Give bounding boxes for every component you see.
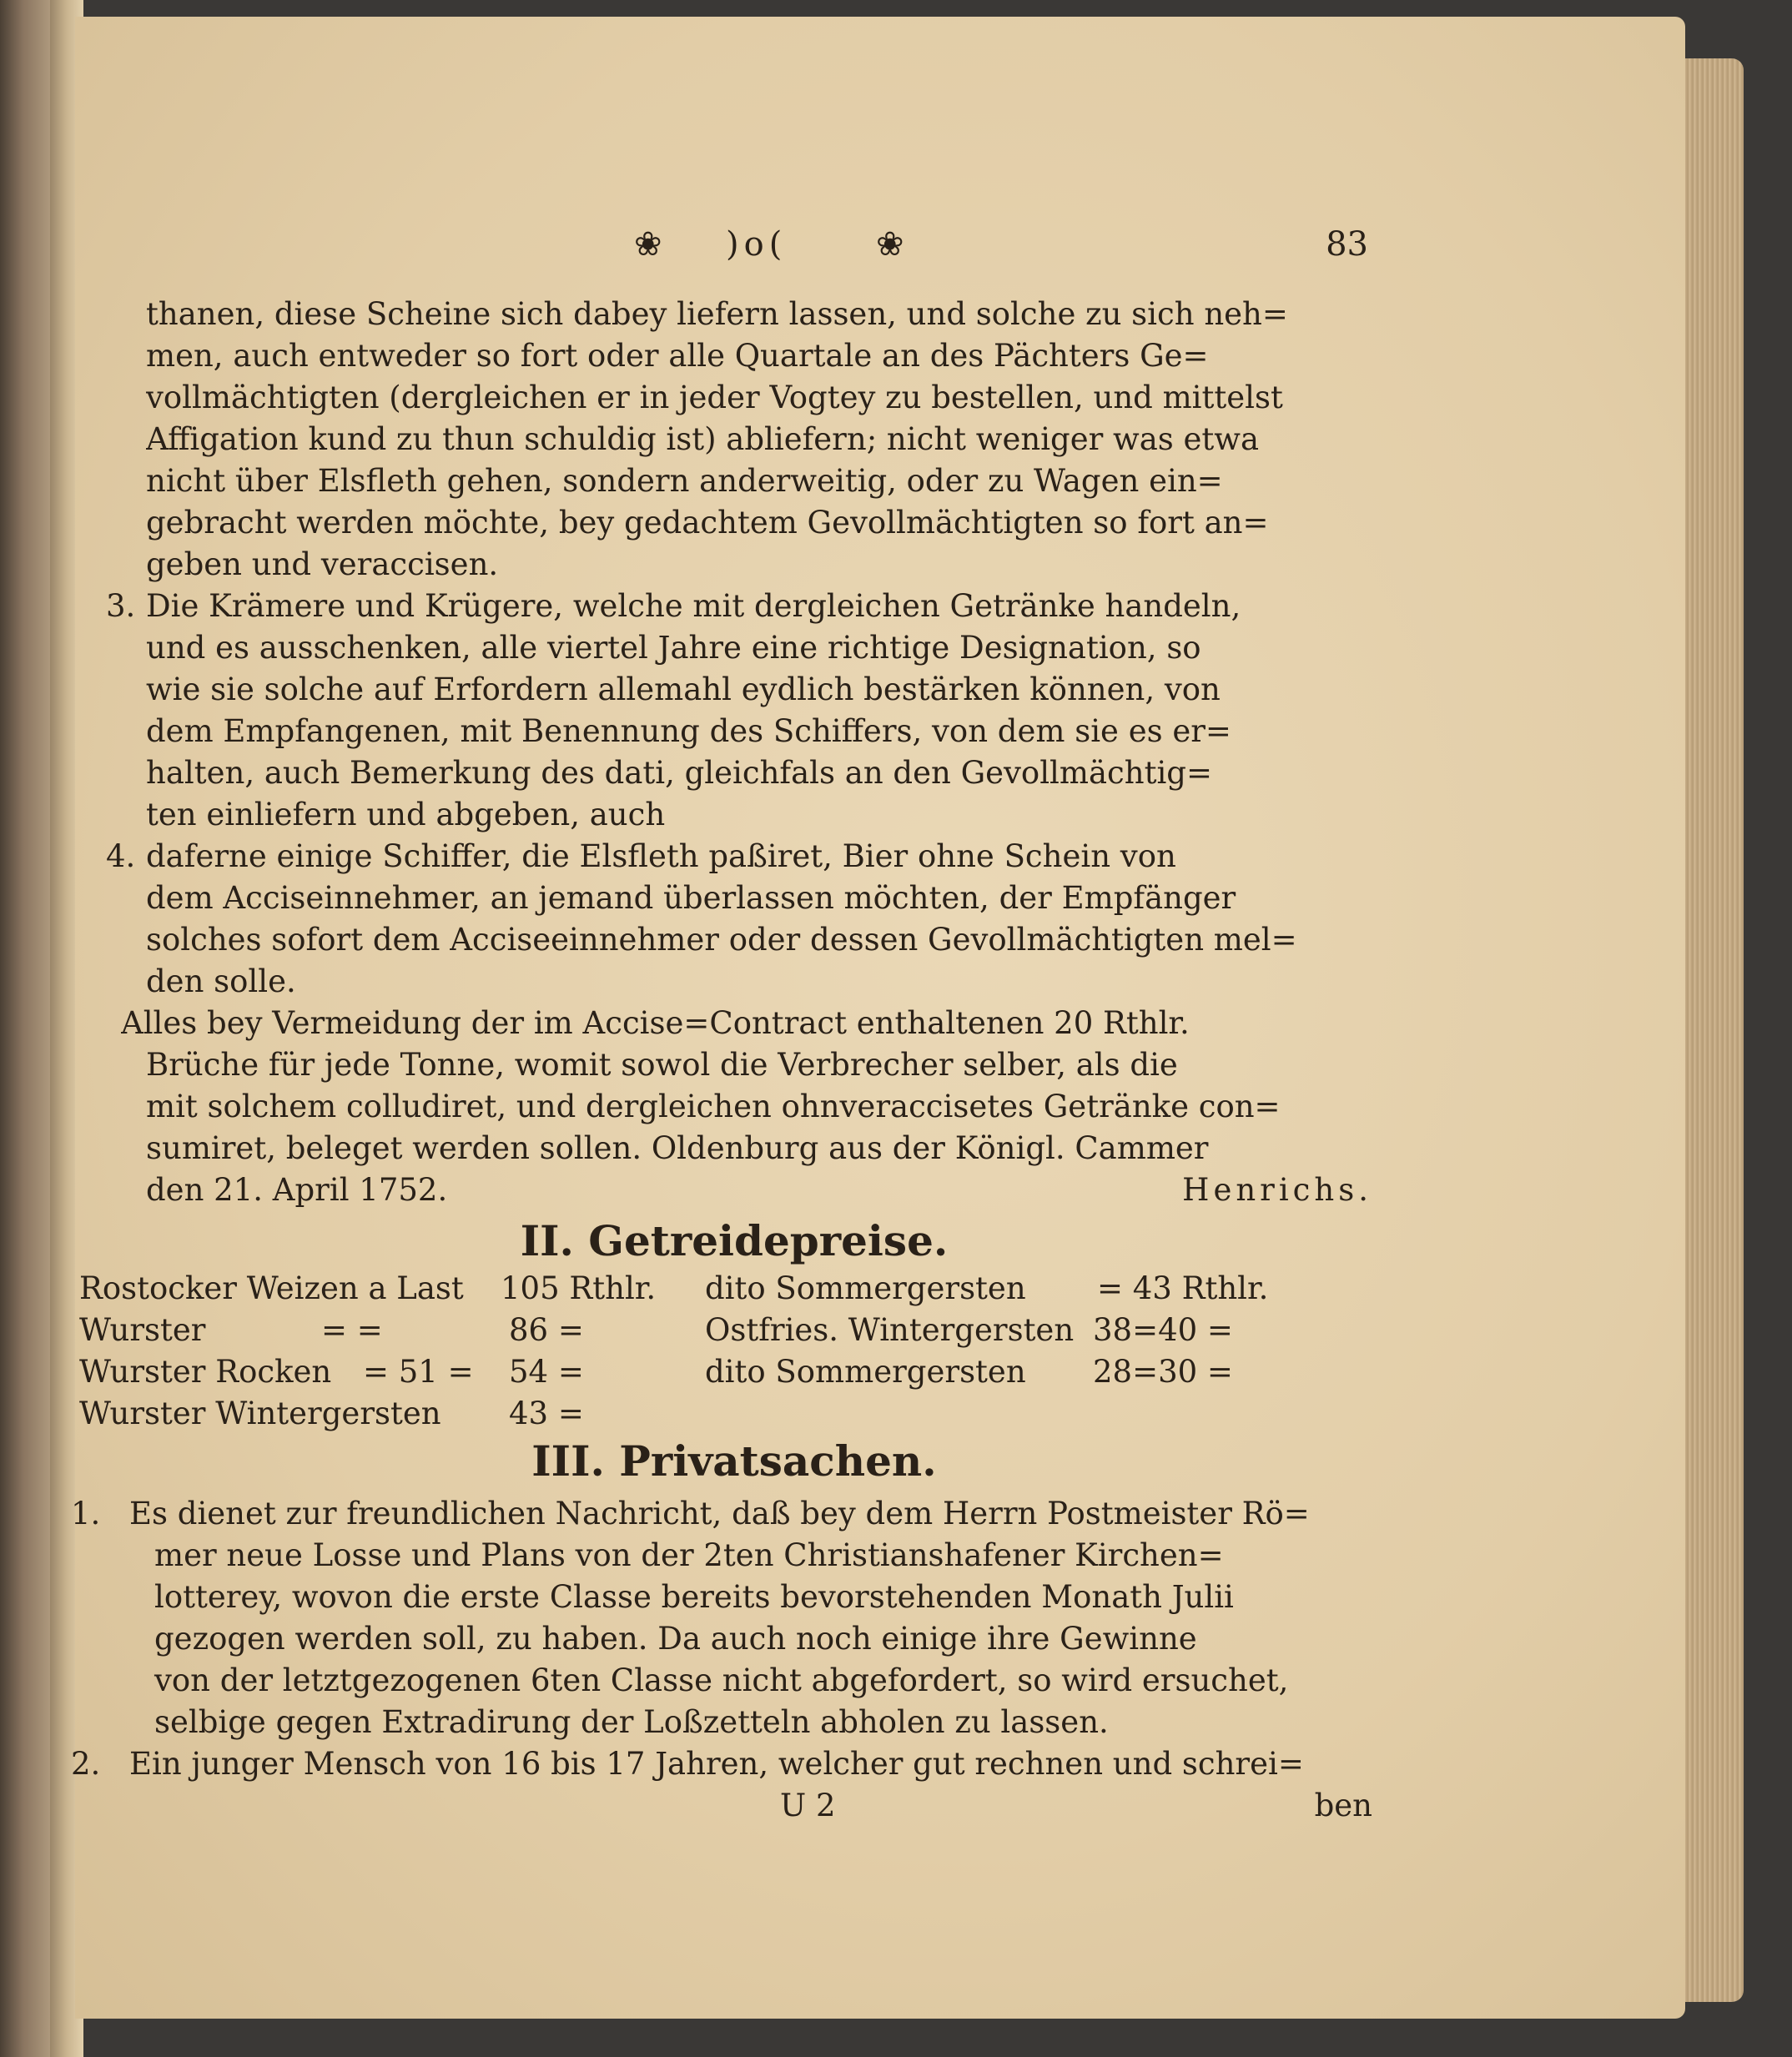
price-value: 54 =: [509, 1354, 584, 1390]
price-row: [79, 1310, 1347, 1351]
price-row: [79, 1268, 1347, 1310]
opening-paragraph: [146, 294, 1372, 586]
text-line: lotterey, wovon die erste Classe bereits bevorstehenden Monath Julii: [154, 1579, 1234, 1615]
page-number: 83: [1326, 225, 1368, 264]
price-value: 43 =: [509, 1396, 584, 1431]
price-label: dito Sommergersten: [705, 1354, 1026, 1390]
text-line: den solle.: [146, 963, 296, 999]
item-number: 4.: [106, 838, 136, 874]
text-line: Die Krämere und Krügere, welche mit dergleichen Getränke handeln,: [146, 588, 1241, 624]
ornament-icon: ❀: [876, 225, 904, 264]
text-line: sumiret, beleget werden sollen. Oldenburg aus der Königl. Cammer: [146, 1130, 1209, 1166]
item-number: 1.: [71, 1496, 101, 1531]
item-3: [106, 586, 1372, 836]
price-label: Rostocker Weizen a Last: [79, 1270, 464, 1306]
text-line: solches sofort dem Acciseeinnehmer oder dessen Gevollmächtigten mel=: [146, 922, 1297, 958]
text-line: Affigation kund zu thun schuldig ist) abliefern; nicht weniger was etwa: [146, 421, 1260, 457]
text-line: Ein junger Mensch von 16 bis 17 Jahren, welcher gut rechnen und schrei=: [129, 1746, 1304, 1782]
text-line: Alles bey Vermeidung der im Accise=Contract enthaltenen 20 Rthlr.: [121, 1005, 1190, 1041]
text-line: daferne einige Schiffer, die Elsfleth paßiret, Bier ohne Schein von: [146, 838, 1176, 874]
text-line: und es ausschenken, alle viertel Jahre eine richtige Designation, so: [146, 630, 1201, 666]
price-value: 28=30 =: [1093, 1354, 1233, 1390]
text-line: men, auch entweder so fort oder alle Quartale an des Pächters Ge=: [146, 338, 1209, 374]
header-center-mark: )o(: [726, 225, 788, 264]
text-line: halten, auch Bemerkung des dati, gleichfals an den Gevollmächtig=: [146, 755, 1212, 791]
text-line: geben und veraccisen.: [146, 546, 499, 582]
text-line: selbige gegen Extradirung der Loßzetteln abholen zu lassen.: [154, 1704, 1109, 1740]
section-heading: II. Getreidepreise.: [520, 1216, 949, 1265]
catchword: ben: [1314, 1788, 1372, 1823]
price-label: Wurster Rocken: [79, 1354, 332, 1390]
price-mid: = =: [321, 1312, 383, 1348]
item-4: [106, 836, 1372, 1003]
text-line: mer neue Losse und Plans von der 2ten Christianshafener Kirchen=: [154, 1537, 1224, 1573]
page-header: [634, 225, 1368, 267]
section-2: [121, 1215, 1347, 1268]
page-edges: [1685, 58, 1744, 2002]
price-mid: = 51 =: [363, 1354, 474, 1390]
text-line: gezogen werden soll, zu haben. Da auch noch einige ihre Gewinne: [154, 1621, 1197, 1657]
item-number: 2.: [71, 1746, 101, 1782]
text-line: nicht über Elsfleth gehen, sondern anderweitig, oder zu Wagen ein=: [146, 463, 1223, 499]
text-line: Es dienet zur freundlichen Nachricht, daß bey dem Herrn Postmeister Rö=: [129, 1496, 1310, 1531]
price-value: 86 =: [509, 1312, 584, 1348]
signature: Henrichs.: [1182, 1172, 1372, 1208]
text-line: ten einliefern und abgeben, auch: [146, 797, 666, 832]
price-value: 105 Rthlr.: [501, 1270, 657, 1306]
price-label: Wurster Wintergersten: [79, 1396, 441, 1431]
text-line: wie sie solche auf Erfordern allemahl eydlich bestärken können, von: [146, 671, 1221, 707]
page-footer: [146, 1785, 1372, 1827]
ornament-icon: ❀: [634, 225, 662, 264]
text-line: dem Acciseinnehmer, an jemand überlassen möchten, der Empfänger: [146, 880, 1236, 916]
text-line: mit solchem colludiret, und dergleichen ohnveraccisetes Getränke con=: [146, 1089, 1281, 1124]
price-label: Ostfries. Wintergersten: [705, 1312, 1075, 1348]
price-label: dito Sommergersten: [705, 1270, 1026, 1306]
date-signature-line: [121, 1169, 1372, 1211]
price-value: = 43 Rthlr.: [1097, 1270, 1269, 1306]
private-item-2: [71, 1743, 1372, 1785]
text-line: thanen, diese Scheine sich dabey liefern lassen, und solche zu sich neh=: [146, 296, 1288, 332]
price-label: Wurster: [79, 1312, 206, 1348]
date: den 21. April 1752.: [146, 1172, 448, 1208]
text-line: gebracht werden möchte, bey gedachtem Gevollmächtigten so fort an=: [146, 505, 1269, 541]
text-line: dem Empfangenen, mit Benennung des Schiffers, von dem sie es er=: [146, 713, 1231, 749]
private-item-1: [71, 1493, 1372, 1743]
section-heading: III. Privatsachen.: [531, 1436, 937, 1486]
closing-paragraph: [121, 1003, 1372, 1211]
price-value: 38=40 =: [1093, 1312, 1233, 1348]
price-row: [79, 1393, 1347, 1435]
grain-prices-table: [79, 1268, 1347, 1435]
signature-mark: U 2: [780, 1788, 836, 1823]
text-line: Brüche für jede Tonne, womit sowol die Verbrecher selber, als die: [146, 1047, 1178, 1083]
price-row: [79, 1351, 1347, 1393]
text-line: von der letztgezogenen 6ten Classe nicht abgefordert, so wird ersuchet,: [154, 1662, 1289, 1698]
section-3: [121, 1435, 1347, 1488]
text-line: vollmächtigten (dergleichen er in jeder Vogtey zu bestellen, und mittelst: [146, 380, 1283, 415]
item-number: 3.: [106, 588, 136, 624]
